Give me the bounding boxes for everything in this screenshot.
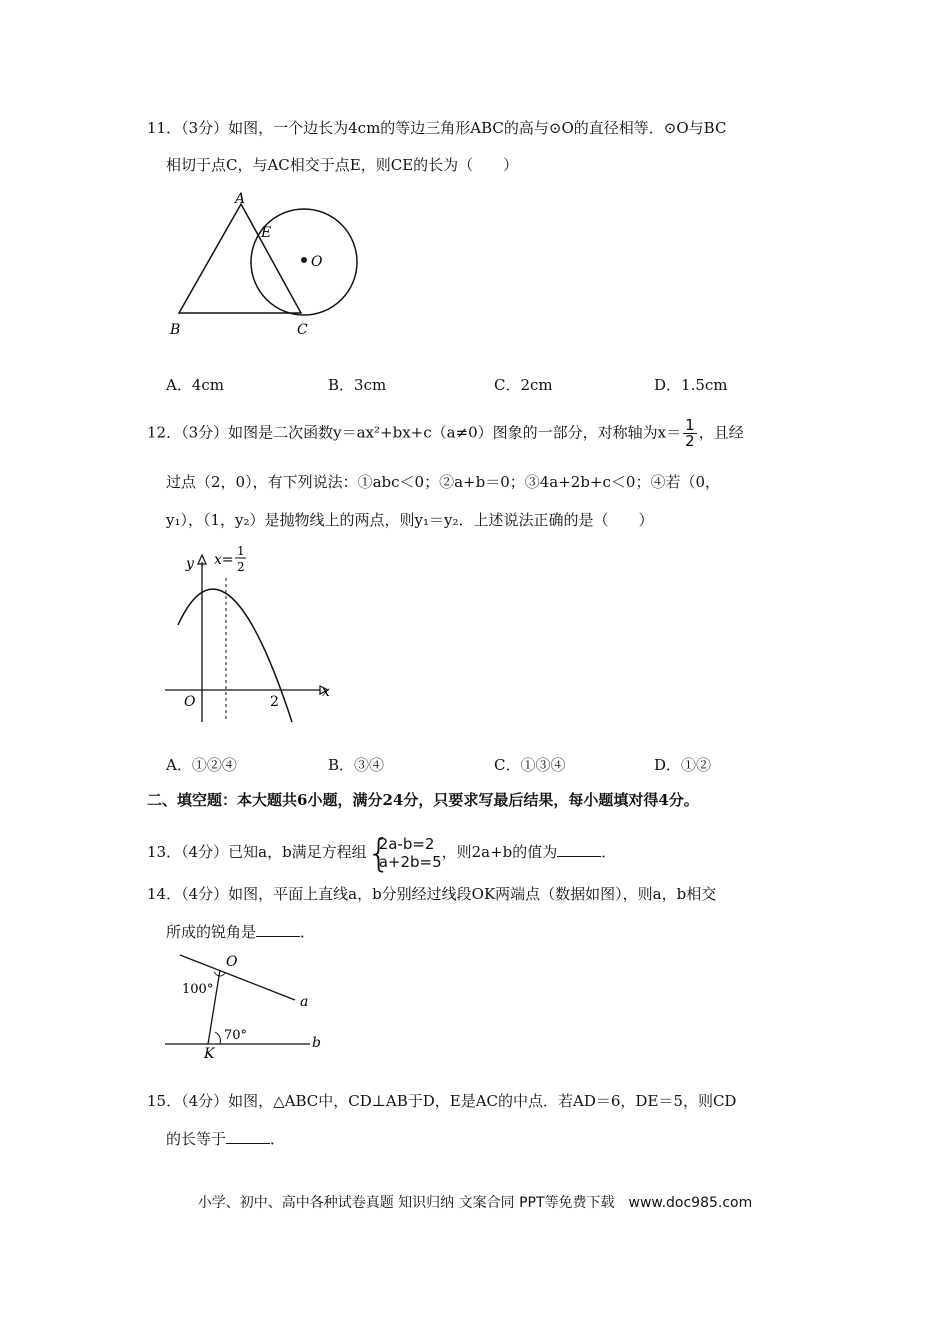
- label-o: O: [226, 954, 238, 970]
- q14-figure: [160, 950, 340, 1065]
- q13-text: [147, 831, 617, 875]
- label-b: B: [170, 322, 181, 338]
- q12-option-a: A．①②④: [166, 756, 237, 774]
- label-x: x: [322, 684, 330, 700]
- q15-answer-blank: [226, 1129, 270, 1144]
- q11-option-d: D．1.5cm: [654, 376, 728, 394]
- q13-answer-blank: [557, 842, 601, 857]
- q11-text-line1: 11．（3分）如图，一个边长为4cm的等边三角形ABC的高与⊙O的直径相等．⊙O与BC: [147, 119, 727, 137]
- q14-answer-blank: [256, 922, 300, 937]
- q12-text-line1: [147, 418, 744, 449]
- label-origin: O: [184, 694, 196, 710]
- q12-fraction: [683, 418, 697, 449]
- label-e: E: [261, 225, 272, 241]
- label-axis-x: x=: [214, 552, 234, 568]
- label-axis-num: 1: [237, 544, 245, 558]
- q12-option-d: D．①②: [654, 756, 712, 774]
- q15-text-line1: 15．（4分）如图，△ABC中，CD⊥AB于D，E是AC的中点．若AD＝6，DE＝5，则CD: [147, 1092, 737, 1110]
- q12-text-line3: y₁），（1，y₂）是抛物线上的两点，则y₁＝y₂．上述说法正确的是（ ）: [166, 511, 654, 529]
- q11-text-line2: 相切于点C，与AC相交于点E，则CE的长为（ ）: [166, 156, 519, 174]
- q11-figure: [165, 190, 375, 345]
- label-c: C: [297, 322, 308, 338]
- q14-line2-text: 所成的锐角是: [166, 923, 257, 941]
- q12-frac-num: 1: [685, 416, 695, 434]
- label-two: 2: [270, 694, 279, 710]
- q11-option-b: B．3cm: [328, 376, 387, 394]
- q13-eq1: 2a-b=2: [378, 835, 435, 853]
- q14-end: ．: [300, 923, 316, 941]
- q13-post: ，则2a+b的值为: [441, 843, 558, 861]
- q14-text-line2: [166, 921, 315, 943]
- q13-brace: {: [366, 831, 391, 875]
- label-o: O: [311, 254, 323, 270]
- q12-text-line2: 过点（2，0），有下列说法：①abc＜0；②a+b＝0；③4a+2b+c＜0；④若（0，: [166, 473, 720, 491]
- q14-text-line1: 14．（4分）如图，平面上直线a，b分别经过线段OK两端点（数据如图），则a，b相交: [147, 885, 717, 903]
- center-point-o: [301, 257, 307, 263]
- q13-eq2: a+2b=5: [378, 853, 442, 871]
- label-axis-den: 2: [237, 560, 245, 574]
- q11-option-a: A．4cm: [166, 376, 225, 394]
- q15-text-line2: [166, 1128, 285, 1150]
- q15-line2-text: 的长等于: [166, 1130, 227, 1148]
- label-a: a: [300, 994, 309, 1010]
- label-a: A: [235, 191, 246, 207]
- section-2-heading: 二、填空题：本大题共6小题，满分24分，只要求写最后结果，每小题填对得4分。: [147, 791, 699, 809]
- label-y: y: [186, 556, 194, 572]
- triangle-abc: [179, 204, 301, 313]
- label-angle2: 70°: [224, 1028, 248, 1043]
- q12-frac-den: 2: [685, 432, 695, 450]
- q12-line1-post: ，且经: [698, 423, 744, 442]
- angle-arc-k: [215, 1032, 220, 1044]
- label-k: K: [204, 1046, 215, 1062]
- page-footer: 小学、初中、高中各种试卷真题 知识归纳 文案合同 PPT等免费下载 www.doc985.com: [197, 1195, 753, 1211]
- q12-option-b: B．③④: [328, 756, 385, 774]
- label-angle1: 100°: [182, 982, 214, 997]
- q12-option-c: C．①③④: [494, 756, 566, 774]
- q13-equation-system: [366, 831, 442, 875]
- q11-option-c: C．2cm: [494, 376, 553, 394]
- label-b: b: [312, 1035, 321, 1051]
- q15-end: ．: [270, 1130, 286, 1148]
- q13-pre: 13．（4分）已知a，b满足方程组: [147, 843, 367, 861]
- q12-line1-pre: 12．（3分）如图是二次函数y＝ax²+bx+c（a≠0）图象的一部分，对称轴为x＝: [147, 423, 682, 442]
- q13-end: ．: [601, 843, 617, 861]
- q12-figure: [160, 540, 340, 730]
